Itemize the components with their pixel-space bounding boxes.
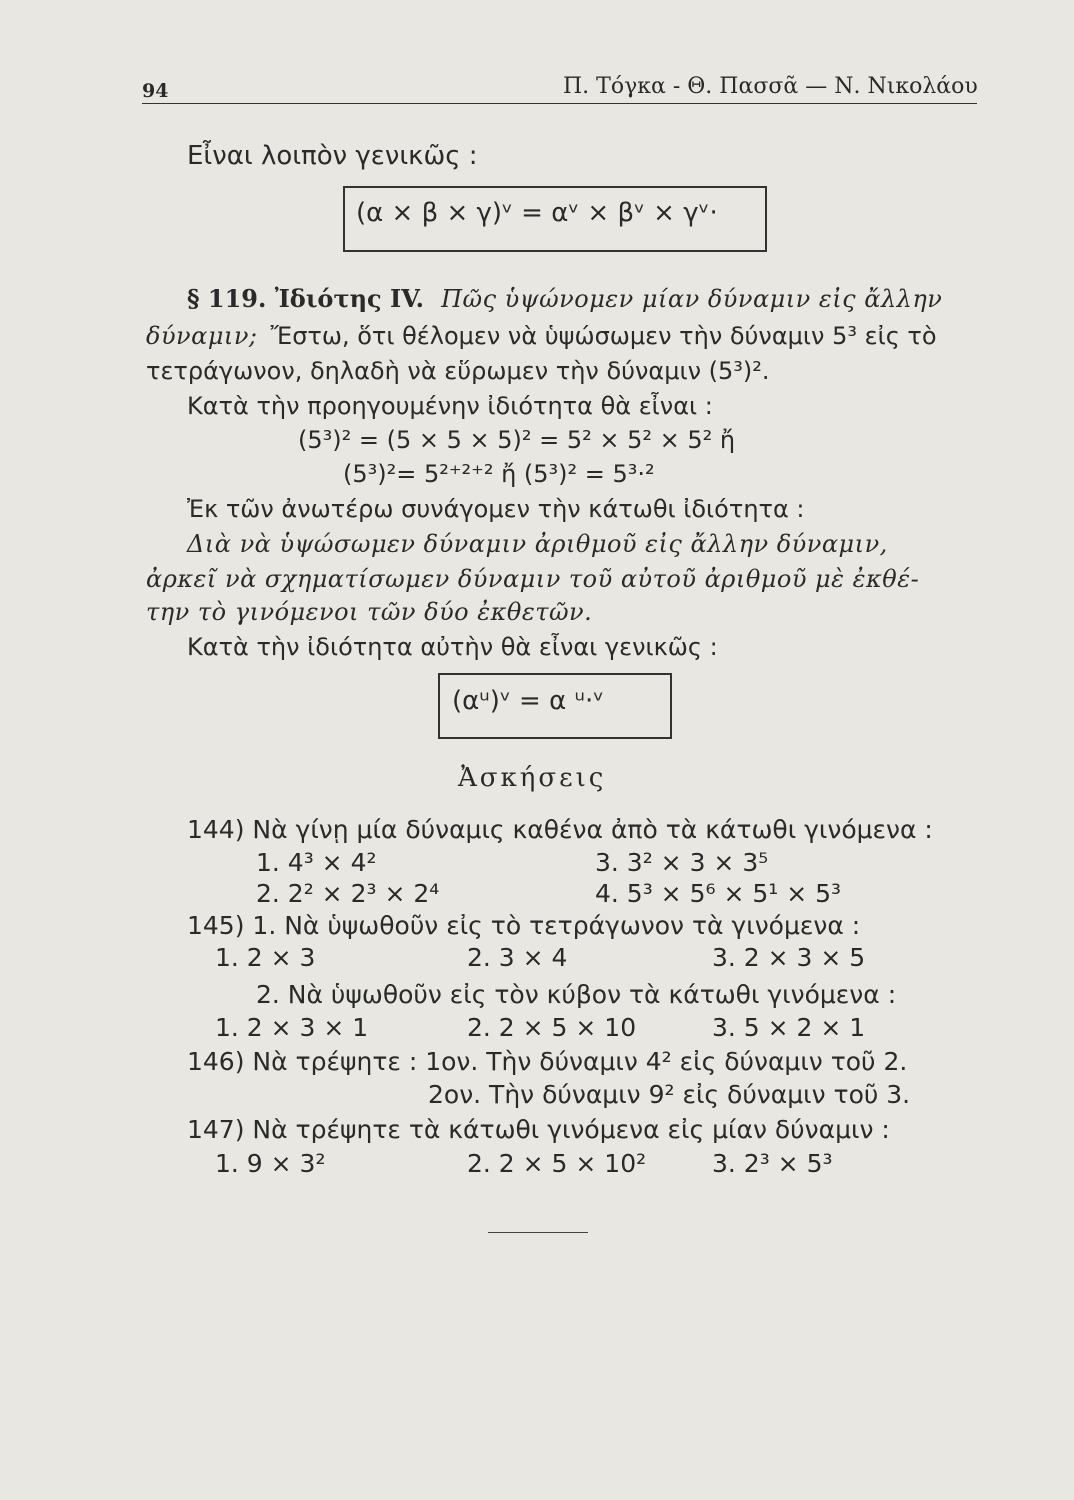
exercise-144-item-4: 4. 5³ × 5⁶ × 5¹ × 5³ bbox=[595, 879, 842, 908]
exercise-145-b-item-3: 3. 5 × 2 × 1 bbox=[712, 1013, 866, 1042]
section-line-5: Ἐκ τῶν ἀνωτέρω συνάγομεν τὴν κάτωθι ἰδιότητα : bbox=[187, 495, 805, 523]
formula-1: (α × β × γ)ᵛ = αᵛ × βᵛ × γᵛ· bbox=[356, 198, 718, 228]
exercise-147-item-3: 3. 2³ × 5³ bbox=[712, 1149, 833, 1178]
exercise-147-title: 147) Νὰ τρέψητε τὰ κάτωθι γινόμενα εἰς μίαν δύναμιν : bbox=[187, 1115, 890, 1144]
exercise-146-line-2: 2ον. Τὴν δύναμιν 9² εἰς δύναμιν τοῦ 3. bbox=[428, 1080, 911, 1109]
rule-line-2: ἀρκεῖ νὰ σχηματίσωμεν δύναμιν τοῦ αὐτοῦ ἀριθμοῦ μὲ ἐκθέ- bbox=[146, 565, 920, 593]
section-line-3: τετράγωνον, δηλαδὴ νὰ εὕρωμεν τὴν δύναμιν (5³)². bbox=[146, 357, 770, 385]
section-line-2-italic: δύναμιν; bbox=[146, 322, 258, 350]
header-divider bbox=[142, 103, 977, 104]
exercise-147-item-2: 2. 2 × 5 × 10² bbox=[467, 1149, 647, 1178]
running-header: Π. Τόγκα - Θ. Πασσᾶ — Ν. Νικολάου bbox=[563, 74, 978, 99]
section-line-6: Κατὰ τὴν ἰδιότητα αὐτὴν θὰ εἶναι γενικῶς : bbox=[187, 633, 718, 661]
rule-line-3: την τὸ γινόμενοι τῶν δύο ἐκθετῶν. bbox=[146, 598, 593, 626]
formula-2: (αᵘ)ᵛ = α ᵘ·ᵛ bbox=[452, 686, 605, 716]
exercise-147-item-1: 1. 9 × 3² bbox=[215, 1149, 326, 1178]
exercise-145-title: 145) 1. Νὰ ὑψωθοῦν εἰς τὸ τετράγωνον τὰ γινόμενα : bbox=[187, 911, 861, 940]
section-label: § 119. Ἰδιότης IV. bbox=[187, 284, 425, 313]
exercise-145-subtitle-2: 2. Νὰ ὑψωθοῦν εἰς τὸν κύβον τὰ κάτωθι γινόμενα : bbox=[256, 980, 897, 1009]
rule-line-1: Διὰ νὰ ὑψώσωμεν δύναμιν ἀριθμοῦ εἰς ἄλλην δύναμιν, bbox=[187, 530, 888, 558]
intro-text: Εἶναι λοιπὸν γενικῶς : bbox=[187, 141, 478, 171]
end-divider bbox=[488, 1232, 588, 1233]
exercise-144-title: 144) Νὰ γίνῃ μία δύναμις καθένα ἀπὸ τὰ κάτωθι γινόμενα : bbox=[187, 815, 933, 844]
page-number: 94 bbox=[142, 80, 169, 102]
exercises-title: Ἀσκήσεις bbox=[458, 763, 607, 793]
section-line-4: Κατὰ τὴν προηγουμένην ἰδιότητα θὰ εἶναι : bbox=[187, 392, 713, 420]
section-title: Πῶς ὑψώνομεν μίαν δύναμιν εἰς ἄλλην bbox=[441, 285, 943, 313]
equation-1: (5³)² = (5 × 5 × 5)² = 5² × 5² × 5² ἤ bbox=[298, 426, 736, 454]
exercise-144-item-3: 3. 3² × 3 × 3⁵ bbox=[595, 848, 769, 877]
section-heading bbox=[187, 284, 942, 313]
exercise-145-a-item-2: 2. 3 × 4 bbox=[467, 943, 568, 972]
exercise-145-a-item-3: 3. 2 × 3 × 5 bbox=[712, 943, 866, 972]
exercise-144-item-2: 2. 2² × 2³ × 2⁴ bbox=[256, 879, 440, 908]
exercise-145-b-item-2: 2. 2 × 5 × 10 bbox=[467, 1013, 637, 1042]
section-line-2 bbox=[146, 322, 937, 350]
exercise-146-line-1: 146) Νὰ τρέψητε : 1ον. Τὴν δύναμιν 4² εἰς δύναμιν τοῦ 2. bbox=[187, 1047, 908, 1076]
equation-2: (5³)²= 5²⁺²⁺² ἤ (5³)² = 5³·² bbox=[343, 460, 655, 488]
exercise-145-b-item-1: 1. 2 × 3 × 1 bbox=[215, 1013, 369, 1042]
exercise-145-a-item-1: 1. 2 × 3 bbox=[215, 943, 316, 972]
exercise-144-item-1: 1. 4³ × 4² bbox=[256, 848, 377, 877]
section-line-2-text: Ἔστω, ὅτι θέλομεν νὰ ὑψώσωμεν τὴν δύναμιν 5³ εἰς τὸ bbox=[270, 322, 937, 350]
